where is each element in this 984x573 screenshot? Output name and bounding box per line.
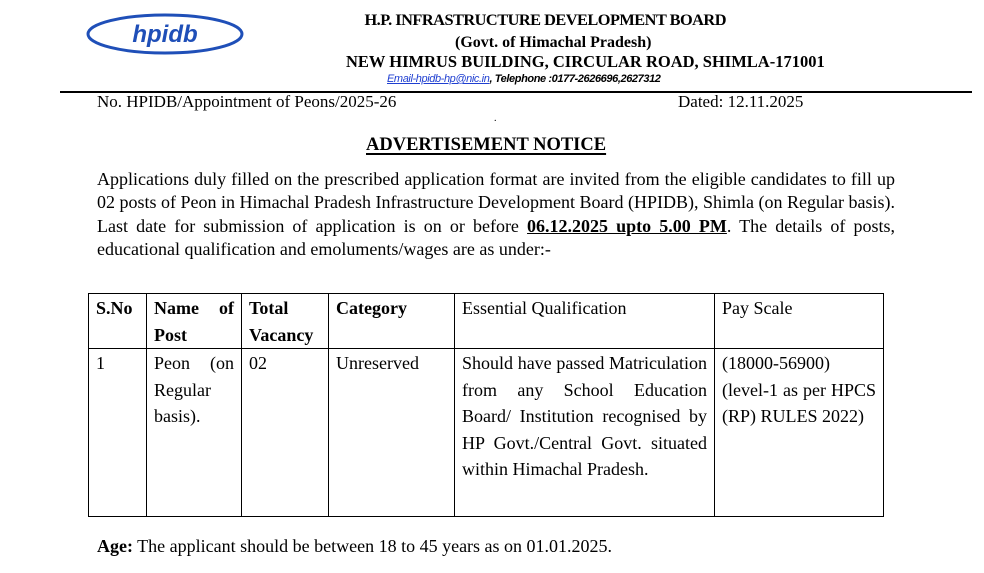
age-label: Age: [97, 536, 133, 556]
posts-table [88, 293, 884, 517]
contact-line [387, 73, 661, 85]
email-link[interactable]: Email-hpidb-hp@nic.in [387, 73, 490, 85]
cell-qualification: Should have passed Matriculation from any School Education Board/ Institution recognised by HP Govt./Central Govt. situated within Himachal Pradesh. [455, 349, 715, 517]
svg-text:hpidb: hpidb [132, 21, 198, 48]
header-vacancy: Total Vacancy [242, 294, 329, 349]
logo-ellipse-icon [85, 12, 245, 56]
cell-pay-scale: (18000-56900) (level-1 as per HPCS (RP) RULES 2022) [715, 349, 884, 517]
cell-post: Peon (on Regular basis). [147, 349, 242, 517]
notice-title: ADVERTISEMENT NOTICE [366, 135, 607, 155]
table-header-row [89, 294, 884, 349]
notice-paragraph [97, 168, 895, 261]
telephone: , Telephone :0177-2626696,2627312 [489, 73, 661, 85]
header-pay-scale: Pay Scale [715, 294, 884, 349]
header-qualification: Essential Qualification [455, 294, 715, 349]
cell-category: Unreserved [329, 349, 455, 517]
govt-line: (Govt. of Himachal Pradesh) [455, 34, 652, 51]
para-text: . The details of posts, educational qualification and emoluments/wages are as under:- [97, 215, 895, 259]
address: NEW HIMRUS BUILDING, CIRCULAR ROAD, SHIMLA-171001 [346, 52, 825, 71]
org-name: H.P. INFRASTRUCTURE DEVELOPMENT BOARD [364, 12, 726, 29]
header-post: Name of Post [147, 294, 242, 349]
age-text: The applicant should be between 18 to 45 years as on 01.01.2025. [132, 536, 613, 556]
cell-vacancy: 02 [242, 349, 329, 517]
reference-number: No. HPIDB/Appointment of Peons/2025-26 [97, 92, 397, 111]
hpidb-logo [85, 12, 245, 56]
header-sno: S.No [89, 294, 147, 349]
cell-sno: 1 [89, 349, 147, 517]
header-category: Category [329, 294, 455, 349]
age-criteria [97, 536, 612, 557]
date: Dated: 12.11.2025 [678, 92, 804, 111]
deadline: 06.12.2025 upto 5.00 PM [527, 215, 727, 236]
para-text: Applications duly filled on the prescribed application format are invited from the eligible candidates to fill up 02 posts of Peon in Himachal Pradesh Infrastructure Development Board (HPIDB), Shimla (on Regular basis). Last date for submission of application is on or before [97, 169, 895, 236]
stray-dot: . [494, 113, 497, 124]
table-row [89, 349, 884, 517]
